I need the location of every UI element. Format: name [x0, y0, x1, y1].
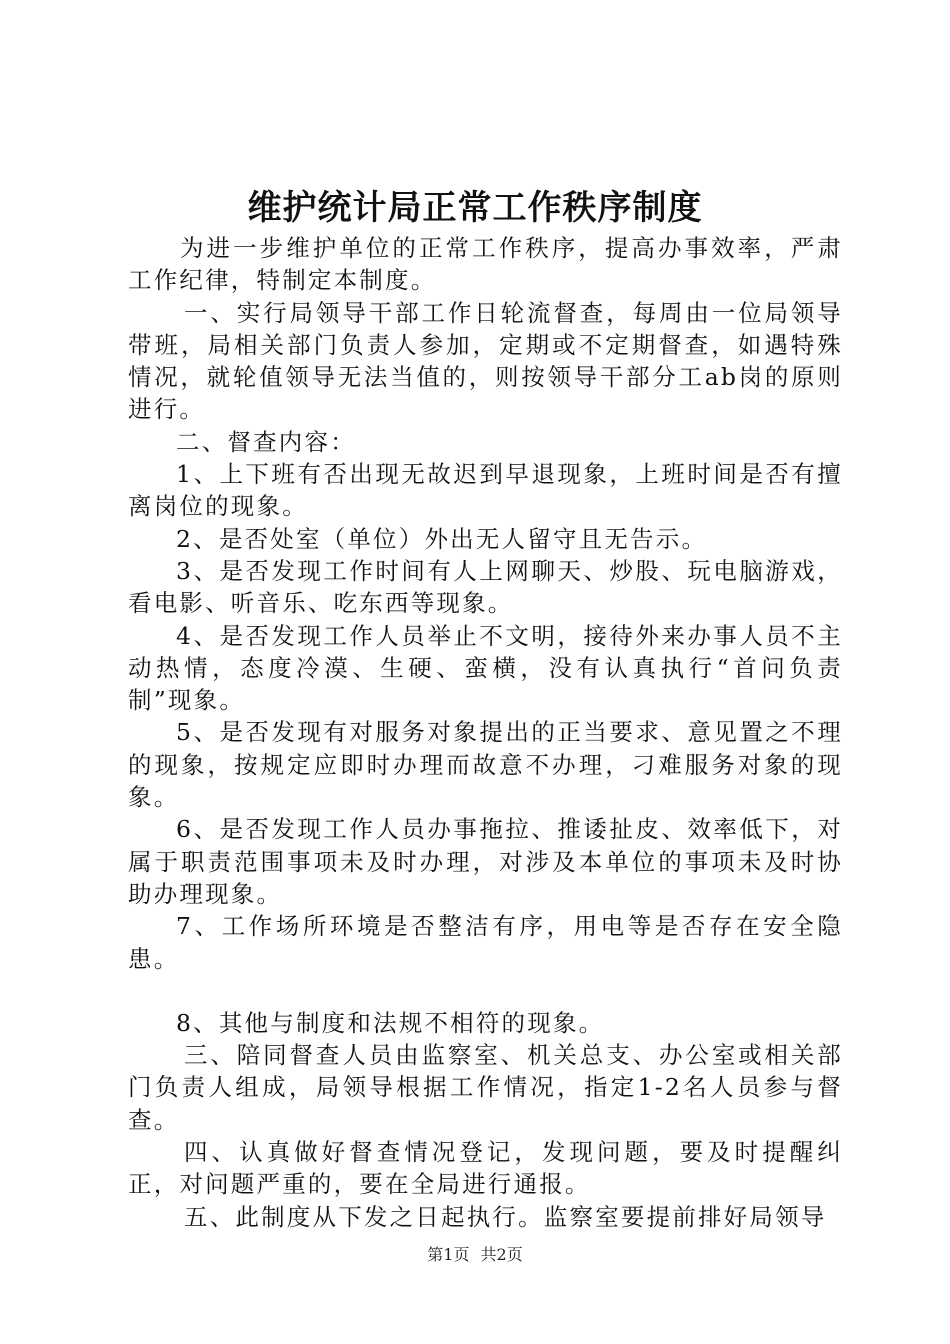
- item-2-paragraph: 2、是否处室（单位）外出无人留守且无告示。: [176, 524, 708, 553]
- intro-paragraph: 为进一步维护单位的正常工作秩序，提高办事效率，严肃工作纪律，特制定本制度。: [128, 234, 843, 295]
- blank-line: [128, 975, 843, 1007]
- item-7-paragraph: 7、工作场所环境是否整洁有序，用电等是否存在安全隐患。: [128, 912, 843, 973]
- page-footer: [0, 1244, 950, 1266]
- item-6-paragraph: 6、是否发现工作人员办事拖拉、推诿扯皮、效率低下，对属于职责范围事项未及时办理，对涉及本单位的事项未及时协助办理现象。: [128, 815, 843, 908]
- page-total: 共2页: [480, 1245, 523, 1264]
- item-5-paragraph: 5、是否发现有对服务对象提出的正当要求、意见置之不理的现象，按规定应即时办理而故意不办理，刁难服务对象的现象。: [128, 718, 843, 812]
- item-1-paragraph: 1、上下班有否出现无故迟到早退现象，上班时间是否有擅离岗位的现象。: [128, 460, 843, 521]
- section-3-paragraph: 三、陪同督查人员由监察室、机关总支、办公室或相关部门负责人组成，局领导根据工作情况，指定1-2名人员参与督查。: [128, 1041, 843, 1134]
- section-4-paragraph: 四、认真做好督查情况登记，发现问题，要及时提醒纠正，对问题严重的，要在全局进行通报。: [128, 1138, 843, 1199]
- section-2-heading: 二、督查内容：: [176, 427, 356, 456]
- document-body: [128, 232, 843, 1233]
- section-5-paragraph: 五、此制度从下发之日起执行。监察室要提前排好局领导: [184, 1202, 827, 1231]
- page-number: 第1页: [427, 1245, 470, 1264]
- item-4-paragraph: 4、是否发现工作人员举止不文明，接待外来办事人员不主动热情，态度冷漠、生硬、蛮横，没有认真执行“首问负责制”现象。: [128, 621, 843, 715]
- page-title: 维护统计局正常工作秩序制度: [247, 188, 703, 228]
- item-8-paragraph: 8、其他与制度和法规不相符的现象。: [176, 1008, 605, 1037]
- section-1-paragraph: 一、实行局领导干部工作日轮流督查，每周由一位局领导带班，局相关部门负责人参加，定期或不定期督查，如遇特殊情况，就轮值领导无法当值的，则按领导干部分工ab岗的原则进行。: [128, 298, 843, 424]
- item-3-paragraph: 3、是否发现工作时间有人上网聊天、炒股、玩电脑游戏，看电影、听音乐、吃东西等现象。: [128, 556, 843, 618]
